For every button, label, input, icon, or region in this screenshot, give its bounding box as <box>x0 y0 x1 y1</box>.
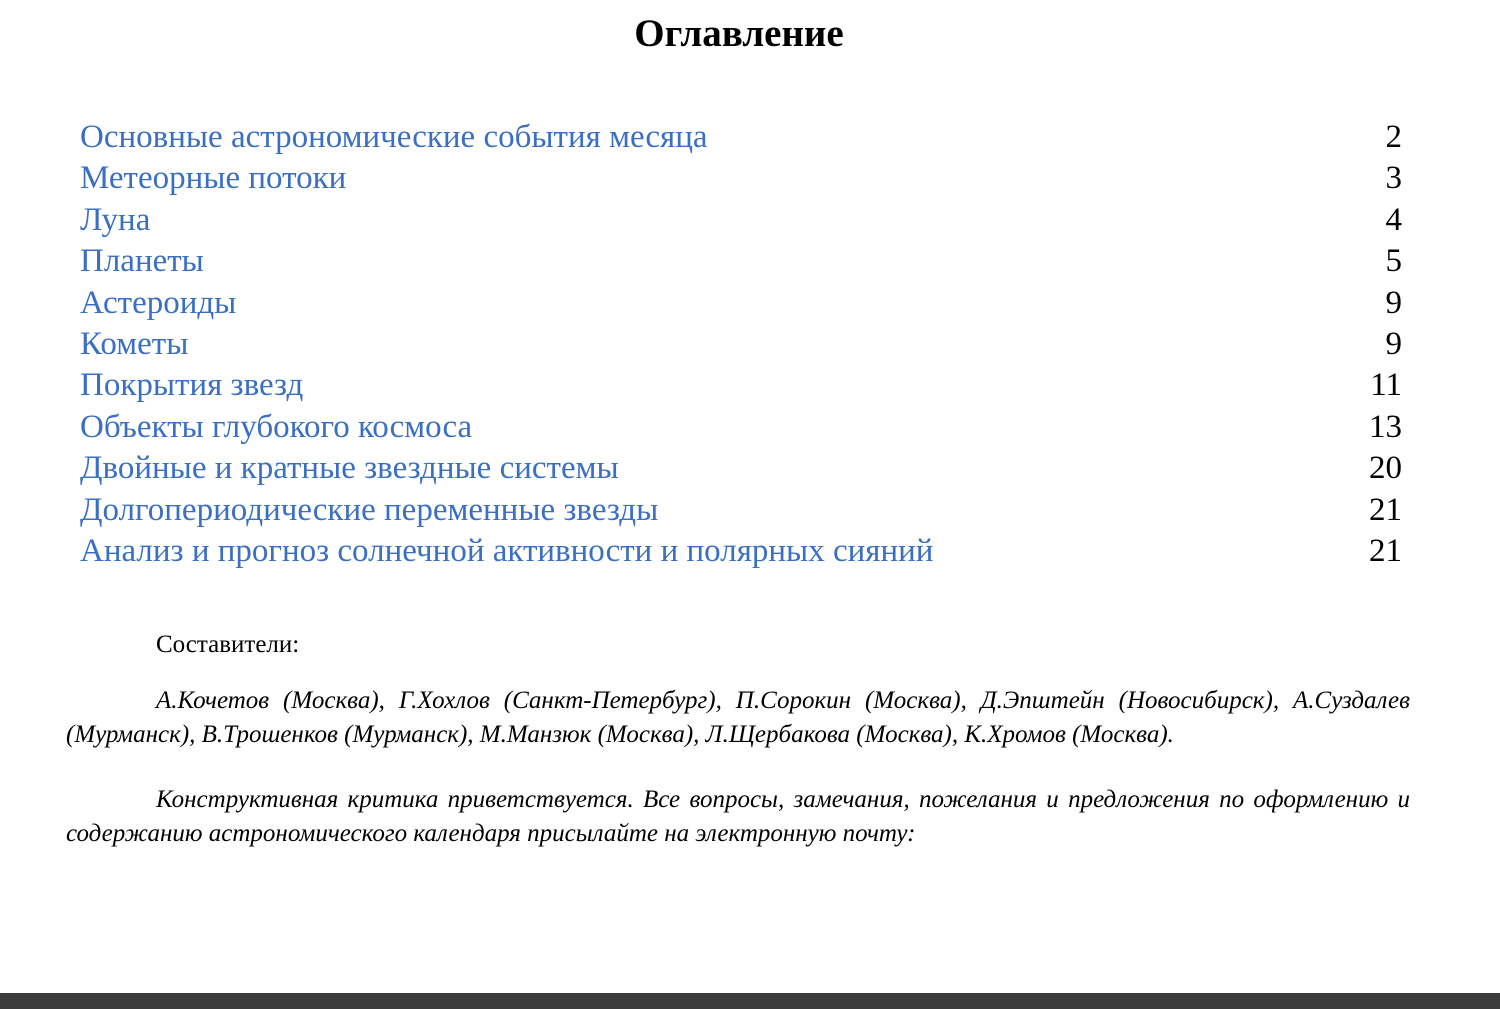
toc-entry-title[interactable]: Долгопериодические переменные звезды <box>80 491 659 528</box>
toc-entry-title[interactable]: Планеты <box>80 243 204 280</box>
toc-entry-page[interactable]: 11 <box>1370 367 1402 404</box>
toc-entry-page[interactable]: 9 <box>1385 284 1402 321</box>
toc-entry[interactable] <box>80 531 1402 572</box>
toc-entry-title[interactable]: Кометы <box>80 325 189 362</box>
toc-entry-title[interactable]: Объекты глубокого космоса <box>80 408 473 445</box>
toc-entry[interactable] <box>80 158 1402 199</box>
toc-entry-title[interactable]: Астероиды <box>80 284 237 321</box>
toc-heading: Оглавление <box>634 12 844 55</box>
toc-entry[interactable] <box>80 490 1402 531</box>
toc-entry-title[interactable]: Покрытия звезд <box>80 367 304 404</box>
toc-entry[interactable] <box>80 407 1402 448</box>
toc-entry-title[interactable]: Анализ и прогноз солнечной активности и полярных сияний <box>80 532 934 569</box>
toc-entry-title[interactable]: Луна <box>80 201 151 238</box>
authors-label: Составители: <box>156 631 300 658</box>
toc-entry-page[interactable]: 3 <box>1385 160 1402 197</box>
toc-entry-page[interactable]: 9 <box>1385 325 1402 362</box>
toc-entry-page[interactable]: 20 <box>1369 450 1402 487</box>
toc-entry[interactable] <box>80 283 1402 324</box>
toc-entry[interactable] <box>80 117 1402 158</box>
toc-entry[interactable] <box>80 324 1402 365</box>
toc-entry[interactable] <box>80 365 1402 406</box>
toc-entry-page[interactable]: 21 <box>1369 491 1402 528</box>
table-of-contents <box>80 117 1402 572</box>
toc-entry-page[interactable]: 5 <box>1385 243 1402 280</box>
toc-entry[interactable] <box>80 200 1402 241</box>
toc-entry-page[interactable]: 13 <box>1369 408 1402 445</box>
feedback-paragraph: Конструктивная критика приветствуется. Все вопросы, замечания, пожелания и предложения по оформлению и содержанию астрономического календаря присылайте на электронную почту: <box>66 786 1410 847</box>
viewer-bottom-bar <box>0 993 1500 1009</box>
toc-entry-page[interactable]: 4 <box>1385 201 1402 238</box>
authors-paragraph: А.Кочетов (Москва), Г.Хохлов (Санкт-Петербург), П.Сорокин (Москва), Д.Эпштейн (Новосибирск), А.Суздалев (Мурманск), В.Трошенков (Мурманск), М.Манзюк (Москва), Л.Щербакова (Москва), К.Хромов (Москва). <box>66 687 1410 748</box>
toc-entry-title[interactable]: Метеорные потоки <box>80 160 347 197</box>
toc-entry[interactable] <box>80 241 1402 282</box>
toc-entry-page[interactable]: 2 <box>1385 119 1402 155</box>
toc-entry[interactable] <box>80 448 1402 489</box>
toc-entry-title[interactable]: Двойные и кратные звездные системы <box>80 450 619 487</box>
toc-entry-page[interactable]: 21 <box>1369 532 1402 569</box>
toc-entry-title[interactable]: Основные астрономические события месяца <box>80 119 708 155</box>
